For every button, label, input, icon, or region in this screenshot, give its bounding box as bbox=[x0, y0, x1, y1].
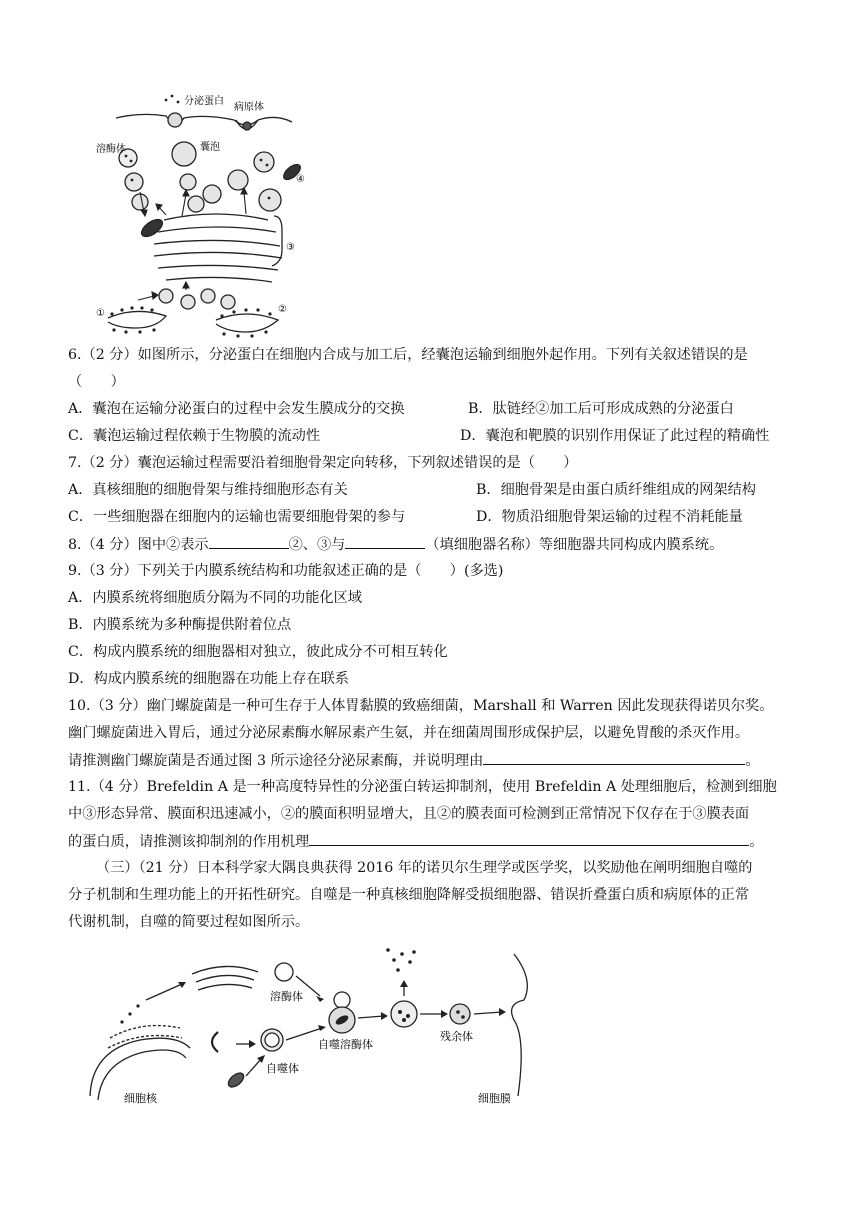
q6-option-b: B．肽链经②加工后可形成成熟的分泌蛋白 bbox=[468, 401, 734, 417]
label-autophagosome: 自噬体 bbox=[266, 1062, 299, 1075]
q6-option-d: D．囊泡和靶膜的识别作用保证了此过程的精确性 bbox=[460, 428, 770, 444]
q9-option-d: D．构成内膜系统的细胞器在功能上存在联系 bbox=[68, 671, 349, 687]
label-mark2: ② bbox=[278, 304, 287, 315]
q11-line-3 bbox=[68, 831, 763, 852]
q8-line bbox=[68, 534, 723, 555]
q8-part3: （填细胞器名称）等细胞器共同构成内膜系统。 bbox=[425, 537, 724, 553]
q8-part2: ②、③与 bbox=[288, 537, 346, 553]
label-mark1: ① bbox=[96, 308, 105, 319]
q10-line-3 bbox=[68, 750, 760, 771]
q7-option-b: B．细胞骨架是由蛋白质纤维组成的网架结构 bbox=[476, 482, 756, 498]
q11-text: 的蛋白质，请推测该抑制剂的作用机理 bbox=[68, 834, 310, 850]
label-lysosome: 溶酶体 bbox=[270, 990, 303, 1003]
label-pathogen: 病原体 bbox=[234, 102, 264, 113]
q6-option-a: A．囊泡在运输分泌蛋白的过程中会发生膜成分的交换 bbox=[68, 401, 405, 417]
label-secretory-protein: 分泌蛋白 bbox=[184, 96, 224, 107]
q9-option-b: B．内膜系统为多种酶提供附着位点 bbox=[68, 617, 292, 633]
q10-text: 请推测幽门螺旋菌是否通过图 3 所示途径分泌尿素酶，并说明理由 bbox=[68, 753, 484, 769]
label-mark3: ③ bbox=[286, 242, 295, 253]
q8-part1: 8.（4 分）图中②表示 bbox=[68, 537, 209, 553]
q6-paren: （ ） bbox=[68, 374, 125, 390]
q11-line-2: 中③形态异常、膜面积迅速减小，②的膜面积明显增大，且②的膜表面可检测到正常情况下仅存在于③膜表面 bbox=[68, 806, 750, 822]
q10-end: 。 bbox=[745, 753, 760, 769]
label-cell-membrane: 细胞膜 bbox=[478, 1092, 511, 1105]
q8-blank-1[interactable] bbox=[209, 534, 289, 549]
label-residual-body: 残余体 bbox=[440, 1030, 473, 1043]
q9-stem: 9.（3 分）下列关于内膜系统结构和功能叙述正确的是（ ）(多选) bbox=[68, 563, 504, 579]
q9-option-a: A．内膜系统将细胞质分隔为不同的功能化区域 bbox=[68, 590, 362, 606]
q11-answer-blank[interactable] bbox=[309, 831, 749, 846]
q8-blank-2[interactable] bbox=[345, 534, 425, 549]
q10-line-1: 10.（3 分）幽门螺旋菌是一种可生存于人体胃黏膜的致癌细菌，Marshall 和 Warren 因此发现获得诺贝尔奖。 bbox=[68, 698, 774, 714]
q6-option-c: C．囊泡运输过程依赖于生物膜的流动性 bbox=[68, 428, 321, 444]
label-autophagolysosome: 自噬溶酶体 bbox=[318, 1038, 373, 1051]
q10-line-2: 幽门螺旋菌进入胃后，通过分泌尿素酶水解尿素产生氨，并在细菌周围形成保护层，以避免胃酸的杀灭作用。 bbox=[68, 725, 750, 741]
q7-option-a: A．真核细胞的细胞骨架与维持细胞形态有关 bbox=[68, 482, 348, 498]
secretory-pathway-diagram bbox=[96, 90, 306, 342]
part3-line-2: 分子机制和生理功能上的开拓性研究。自噬是一种真核细胞降解受损细胞器、错误折叠蛋白质和病原体的正常 bbox=[68, 887, 750, 903]
q7-option-d: D．物质沿细胞骨架运输的过程不消耗能量 bbox=[476, 509, 743, 525]
q11-end: 。 bbox=[749, 834, 764, 850]
q11-line-1: 11.（4 分）Brefeldin A 是一种高度特异性的分泌蛋白转运抑制剂，使用 Brefeldin A 处理细胞后，检测到细胞 bbox=[68, 779, 777, 795]
q7-stem: 7.（2 分）囊泡运输过程需要沿着细胞骨架定向转移，下列叙述错误的是（ ） bbox=[68, 455, 578, 471]
q10-answer-blank[interactable] bbox=[483, 750, 745, 765]
label-nucleus: 细胞核 bbox=[124, 1092, 157, 1105]
label-lysosome: 溶酶体 bbox=[96, 144, 126, 155]
q7-option-c: C．一些细胞器在细胞内的运输也需要细胞骨架的参与 bbox=[68, 509, 406, 525]
autophagy-diagram bbox=[86, 940, 536, 1110]
part3-line-1: （三）（21 分）日本科学家大隅良典获得 2016 年的诺贝尔生理学或医学奖，以奖励他在阐明细胞自噬的 bbox=[96, 860, 753, 876]
q9-option-c: C．构成内膜系统的细胞器相对独立，彼此成分不可相互转化 bbox=[68, 644, 448, 660]
part3-line-3: 代谢机制，自噬的简要过程如图所示。 bbox=[68, 914, 310, 930]
q6-stem: 6.（2 分）如图所示，分泌蛋白在细胞内合成与加工后，经囊泡运输到细胞外起作用。下列有关叙述错误的是 bbox=[68, 347, 748, 363]
label-vesicle: 囊泡 bbox=[200, 142, 220, 153]
label-mark4: ④ bbox=[296, 174, 305, 185]
